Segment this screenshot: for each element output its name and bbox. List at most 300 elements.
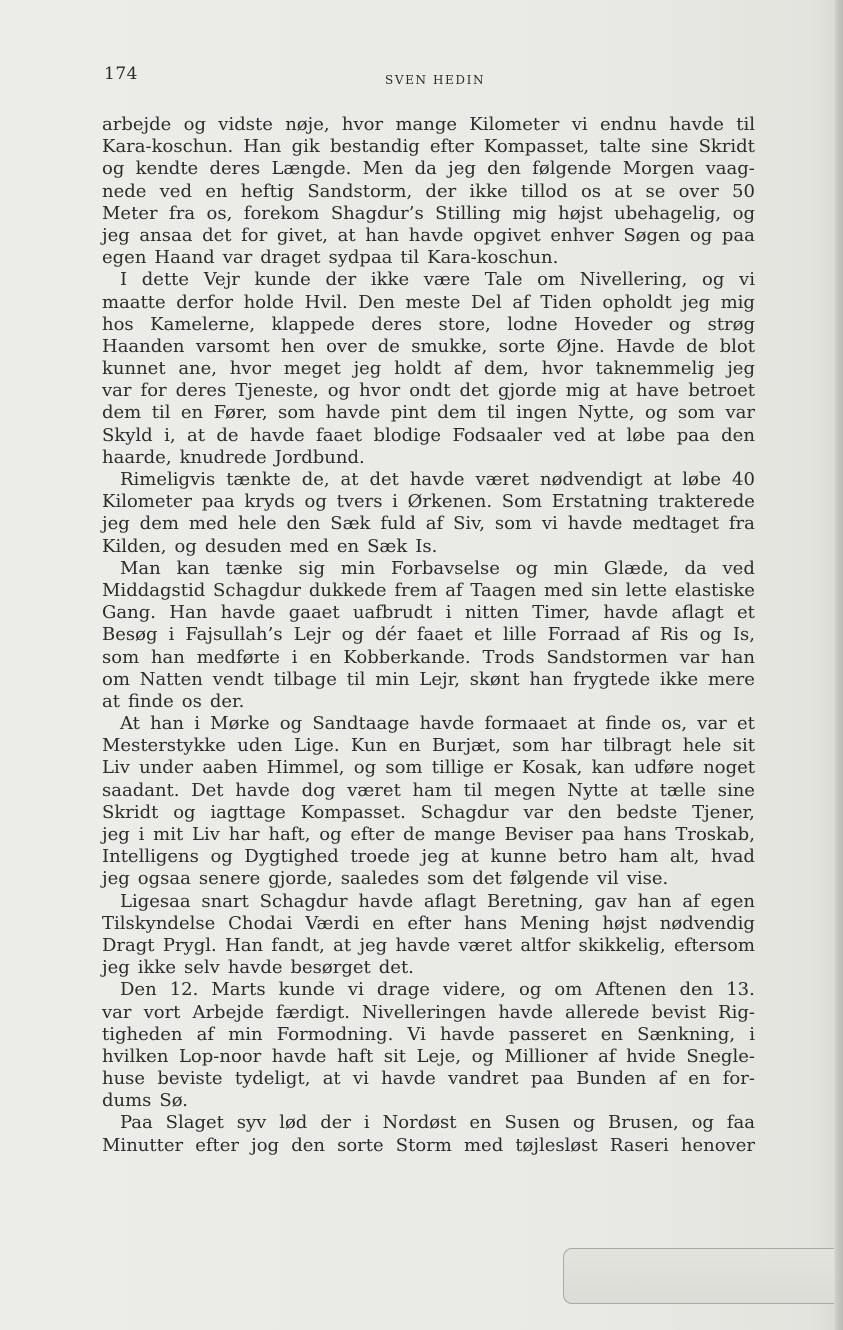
word: vi (739, 269, 755, 291)
word: tænkte (226, 469, 291, 490)
word: hvor (541, 358, 583, 380)
word: gik (291, 136, 320, 158)
word: blot (719, 335, 755, 357)
word: mange (434, 824, 496, 845)
word: af (445, 579, 463, 601)
word: af (682, 890, 700, 912)
word: ondt (409, 380, 451, 402)
text-line (102, 402, 755, 424)
word: efter (195, 1134, 240, 1156)
word: Kompasset, (483, 136, 590, 158)
text-line (102, 513, 755, 535)
word: nede (102, 180, 147, 202)
word: Kilometer (102, 491, 193, 513)
word: selv (184, 957, 220, 979)
word: var (102, 1001, 132, 1023)
word: mere (707, 668, 755, 690)
word: jeg (727, 358, 755, 380)
word: Hvil. (304, 291, 348, 313)
word: Han (225, 934, 264, 956)
word: Siv, (453, 513, 485, 535)
word: af (196, 1023, 215, 1045)
word: at (102, 690, 120, 712)
word: til (487, 402, 506, 424)
word: hen (281, 335, 315, 357)
word: beviste (157, 1068, 223, 1090)
word: Mørke (210, 713, 270, 735)
word: Tale (484, 269, 523, 291)
word: hvad (710, 846, 755, 868)
word: han (150, 646, 185, 668)
word: Middagstid (102, 579, 206, 601)
word: sydpaa (328, 247, 393, 269)
word: talte (599, 136, 641, 158)
word: vort (143, 1001, 181, 1023)
word: højst (602, 912, 647, 934)
word: jog (251, 1134, 280, 1156)
word: Morgen (622, 158, 695, 180)
word: Havde (616, 335, 675, 357)
word: tillod (520, 180, 568, 202)
word: løbe (682, 469, 722, 490)
word: Lejr, (419, 668, 460, 690)
word: Tjener, (692, 801, 755, 823)
word: højst (558, 202, 603, 224)
word: løbe (626, 424, 666, 446)
word: følgende (532, 158, 612, 180)
word: tvers (336, 491, 383, 513)
word: Sandtaage (312, 713, 410, 735)
word: kunne (490, 846, 547, 868)
word: jeg (448, 158, 476, 180)
word: 40 (732, 469, 755, 490)
text-line (102, 469, 755, 491)
word: han (529, 668, 564, 690)
word: dem (139, 513, 179, 535)
word: og (173, 801, 196, 823)
word: Fører, (213, 402, 268, 424)
word: Værdi (305, 912, 360, 934)
word: betro (558, 846, 608, 868)
text-line (102, 1090, 755, 1112)
word: den (286, 513, 321, 535)
word: Tilskyndelse (102, 912, 216, 934)
word: som (385, 757, 423, 779)
word: Liv (192, 824, 220, 845)
word: finde (605, 713, 652, 735)
word: i (749, 1023, 755, 1045)
word: besørget (290, 957, 371, 979)
word: med (463, 1134, 504, 1156)
text-line (102, 1068, 755, 1090)
word: gjorde (497, 380, 557, 402)
text-line (102, 735, 755, 757)
word: hele (237, 513, 277, 535)
word: hvor (341, 114, 384, 135)
word: og (341, 624, 364, 646)
word: efter (350, 824, 395, 845)
text-line (102, 491, 755, 513)
word: min (228, 1023, 263, 1045)
word: Taagen (470, 579, 537, 601)
word: havde (358, 890, 414, 912)
word: over (678, 180, 719, 202)
word: Is. (415, 535, 438, 557)
word: vandret (448, 1068, 519, 1090)
word: som (427, 868, 465, 890)
word: Trods (482, 646, 535, 668)
word: den (487, 158, 521, 180)
word: desuden (204, 535, 282, 557)
word: Chodai (228, 912, 293, 934)
word: vi (347, 979, 364, 1001)
word: Marts (211, 979, 266, 1001)
word: ved (553, 424, 586, 446)
word: der. (209, 690, 245, 712)
text-line (102, 757, 755, 779)
word: og (319, 824, 342, 845)
word: Is, (732, 624, 755, 646)
word: en (372, 912, 395, 934)
word: Skridt (698, 136, 755, 158)
word: paa (721, 224, 755, 246)
word: iagttage (210, 801, 286, 823)
word: Timer, (532, 602, 591, 624)
word: hvor (229, 358, 271, 380)
word: tydeligt, (234, 1068, 311, 1090)
word: en (688, 1068, 711, 1090)
word: en (180, 402, 204, 424)
word: Natten (139, 668, 203, 690)
word: de (403, 824, 426, 845)
word: at (322, 1068, 341, 1090)
word: frygtede (573, 668, 651, 690)
word: Minutter (102, 1134, 184, 1156)
text-line (102, 158, 755, 180)
word: efter (407, 912, 452, 934)
word: Lige. (293, 735, 340, 757)
word: at (577, 713, 596, 735)
word: af (658, 1068, 676, 1090)
word: bevist (651, 1001, 706, 1023)
word: os, (661, 713, 688, 735)
word: Mesterstykke (102, 735, 226, 757)
word: Nytte (567, 779, 619, 801)
word: faaet (416, 624, 463, 646)
word: opgivet (473, 224, 541, 246)
word: havde (249, 424, 305, 446)
word: som (494, 513, 532, 535)
word: tilbage (273, 668, 337, 690)
word: det (369, 469, 399, 490)
word: huse (102, 1068, 146, 1090)
word: vil (597, 868, 619, 890)
word: egen (710, 890, 755, 912)
word: de, (301, 469, 330, 490)
word: og (515, 557, 538, 579)
text-line (102, 1046, 755, 1068)
word: Leje, (416, 1045, 462, 1067)
word: har (228, 824, 260, 845)
page-number: 174 (104, 64, 138, 84)
word: mig (565, 380, 601, 402)
word: om (102, 668, 130, 690)
word: lette (625, 579, 667, 601)
text-line (102, 292, 755, 314)
word: haft, (268, 824, 311, 845)
word: et (737, 602, 755, 624)
word: mit (153, 824, 184, 845)
word: havde (325, 402, 381, 424)
word: ikke (469, 180, 508, 202)
word: været (475, 469, 530, 490)
word: en (398, 735, 421, 757)
word: Sø. (159, 1090, 188, 1112)
word: en (205, 180, 228, 202)
word: en (469, 1112, 492, 1134)
word: vi (541, 513, 558, 535)
word: altfor (520, 934, 571, 956)
word: meget (283, 358, 341, 380)
word: deres (209, 158, 261, 180)
word: Susen (504, 1112, 560, 1134)
word: et (473, 624, 492, 646)
word: det. (378, 957, 414, 979)
word: i (392, 491, 398, 513)
word: vise. (626, 868, 669, 890)
word: hvilken (102, 1045, 169, 1067)
text-line (102, 114, 755, 136)
word: han (721, 646, 755, 668)
text-line (102, 1135, 755, 1157)
text-line (102, 580, 755, 602)
word: tillige (431, 757, 485, 779)
word: Millioner (504, 1045, 588, 1067)
word: Kara-koschun. (427, 247, 559, 269)
word: den (567, 801, 602, 823)
word: videre, (442, 979, 507, 1001)
word: paa (676, 424, 710, 446)
word: Haanden (102, 335, 185, 357)
word: gaaet (288, 602, 340, 624)
word: arbejde (102, 114, 172, 135)
word: Nordøst (382, 1112, 457, 1134)
word: endnu (599, 114, 657, 135)
word: havde (408, 224, 464, 246)
text-line (102, 1024, 755, 1046)
word: I (120, 269, 128, 291)
word: i (194, 713, 200, 735)
word: havde (235, 779, 290, 801)
word: Snegle- (686, 1045, 755, 1067)
word: i (445, 602, 452, 624)
word: der (325, 269, 357, 291)
word: ikke (137, 957, 176, 979)
word: kendte (135, 158, 199, 180)
word: havde (498, 1001, 553, 1023)
word: gjorde, (268, 868, 333, 890)
word: enhver (550, 224, 614, 246)
word: Fodsaaler (452, 424, 543, 446)
word: jeg (102, 868, 130, 890)
word: Kilden, (102, 535, 167, 557)
word: Skyld (102, 424, 153, 446)
word: megen (494, 779, 556, 801)
word: formaaet (484, 713, 567, 735)
text-line (102, 935, 755, 957)
word: medførte (196, 646, 280, 668)
text-line (102, 979, 755, 1001)
word: 13. (726, 979, 755, 1001)
word: mig (512, 202, 547, 224)
word: udføre (634, 757, 694, 779)
word: Brusen, (608, 1112, 679, 1134)
word: os (181, 690, 202, 712)
word: Erstatning (551, 491, 649, 513)
word: elastiske (674, 579, 755, 601)
word: dem (437, 402, 477, 424)
text-line (102, 225, 755, 247)
word: varsomt (195, 335, 270, 357)
word: og (572, 1112, 596, 1134)
word: taknemmelig (595, 358, 715, 380)
word: som (102, 646, 140, 668)
word: at (337, 224, 356, 246)
word: var (697, 713, 727, 735)
word: kunde (254, 269, 311, 291)
word: paa (530, 1068, 564, 1090)
text-line (102, 203, 755, 225)
word: vidste (218, 114, 273, 135)
word: med (289, 535, 329, 557)
word: sorte (337, 1134, 384, 1156)
word: dog (301, 779, 336, 801)
text-line (102, 425, 755, 447)
word: fra (169, 202, 196, 224)
word: Kara-koschun. (102, 136, 234, 158)
word: haarde, (102, 446, 172, 468)
word: Arbejde (192, 1001, 264, 1023)
word: Mening (520, 912, 590, 934)
word: Fajsullah’s (185, 624, 283, 646)
word: forekom (243, 202, 320, 224)
word: nitten (464, 602, 519, 624)
word: lille (502, 624, 537, 646)
word: han (150, 713, 185, 735)
word: Rig- (718, 1001, 755, 1023)
word: dette (141, 269, 190, 291)
word: medtaget (632, 513, 719, 535)
word: været (347, 779, 401, 801)
word: Øjne. (556, 335, 605, 357)
word: paa (201, 491, 235, 513)
word: trakterede (658, 491, 755, 513)
word: Aftenen (595, 979, 667, 1001)
word: snart (201, 890, 249, 912)
word: passeret (508, 1023, 587, 1045)
word: mig (720, 291, 755, 313)
word: af (631, 624, 649, 646)
word: til (400, 247, 420, 269)
word: af (453, 358, 472, 380)
word: alt, (669, 846, 700, 868)
word: havde (567, 513, 623, 535)
word: os (580, 180, 602, 202)
word: kunnet (102, 358, 166, 380)
word: var (725, 402, 755, 424)
word: Tjeneste, (235, 380, 319, 402)
word: aflagt (423, 890, 477, 912)
word: at (340, 469, 359, 490)
word: kan (176, 557, 210, 579)
word: følgende (509, 868, 589, 890)
word: dem, (483, 358, 529, 380)
word: ham (412, 779, 452, 801)
word: og (519, 979, 542, 1001)
word: Ligesaa (120, 890, 191, 912)
word: klappede (271, 313, 355, 335)
word: min (340, 557, 376, 579)
word: den (679, 979, 714, 1001)
word: Meter (102, 202, 158, 224)
word: Slaget (165, 1112, 224, 1134)
word: Nivellering, (579, 269, 688, 291)
word: og (304, 491, 327, 513)
word: at (333, 934, 352, 956)
word: og (699, 624, 722, 646)
word: finde (127, 690, 174, 712)
word: havde (227, 957, 283, 979)
word: Formodning. (276, 1023, 394, 1045)
word: ansaa (139, 224, 193, 246)
text-line (102, 269, 755, 291)
word: senere (198, 868, 261, 890)
word: hvide (626, 1045, 676, 1067)
word: troede (350, 846, 410, 868)
word: hans (623, 824, 667, 845)
word: kunde (278, 979, 335, 1001)
word: jeg (102, 957, 130, 979)
word: sorte (498, 335, 546, 357)
word: at (460, 846, 479, 868)
word: Glæde, (603, 557, 669, 579)
word: bedste (616, 801, 678, 823)
word: draget (260, 247, 321, 269)
word: Raseri (609, 1134, 669, 1156)
word: Lop-noor (178, 1045, 262, 1067)
word: og (732, 202, 755, 224)
word: deres (371, 313, 422, 335)
word: faa (726, 1112, 755, 1134)
word: Søgen (623, 224, 681, 246)
word: jeg (102, 224, 130, 246)
word: var (102, 380, 132, 402)
word: det (202, 224, 232, 246)
word: være (423, 269, 471, 291)
word: med (544, 579, 584, 601)
word: i, (164, 424, 176, 446)
word: dums (102, 1090, 152, 1112)
word: havde (419, 713, 475, 735)
word: pint (390, 402, 427, 424)
word: da (684, 557, 707, 579)
word: Schagdur (213, 579, 302, 601)
word: sit (732, 735, 755, 757)
word: Han (243, 136, 282, 158)
word: Sæk (367, 535, 408, 557)
word: opholdt (602, 291, 672, 313)
word: sin (591, 579, 618, 601)
